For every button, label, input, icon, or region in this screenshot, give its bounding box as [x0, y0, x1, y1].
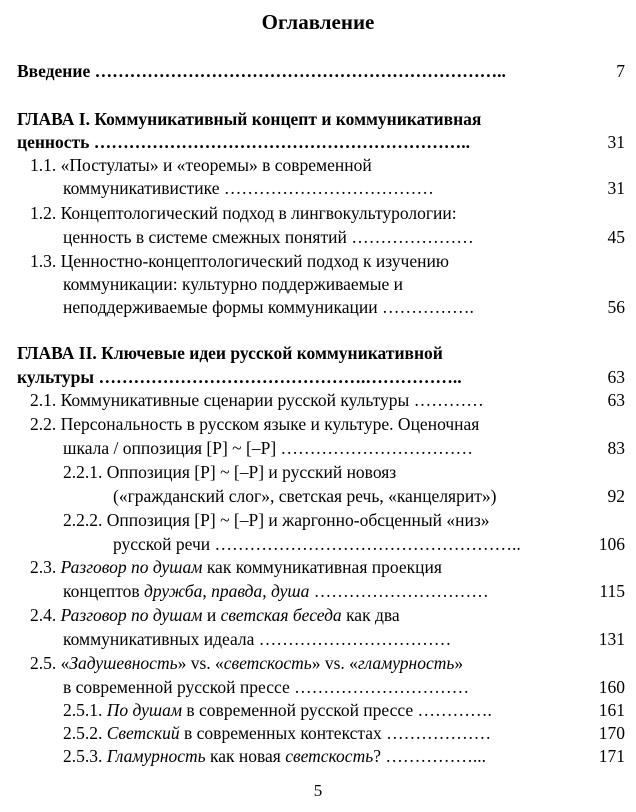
toc-page-2-2-1: 92 [607, 486, 625, 506]
toc-subsection-2-5-2 [63, 722, 491, 744]
toc-subsection-2-5-3-num: 2.5.3. [63, 746, 107, 766]
toc-section-1-3-cont2: неподдерживаемые формы коммуникации ……………. [63, 297, 474, 317]
toc-subsection-2-5-3-mid: как новая [205, 746, 286, 766]
page-number: 5 [313, 781, 323, 800]
toc-section-2-4-italic-1: Разговор по душам [60, 605, 203, 625]
toc-section-2-3-cont-f: душа [270, 581, 310, 601]
toc-section-2-5-italic-2: светскость [223, 653, 312, 673]
toc-section-2-3-text: как коммуникативная проекция [202, 557, 442, 577]
toc-chapter-2-title: ГЛАВА II. Ключевые идеи русской коммуникативной [17, 343, 443, 363]
toc-section-2-4-num: 2.4. [30, 605, 61, 625]
toc-section-1-3: 1.3. Ценностно-концептологический подход к изучению [30, 251, 449, 271]
toc-section-2-1: 2.1. Коммуникативные сценарии русской культуры ………… [30, 390, 484, 410]
toc-subsection-2-5-1-text: в современной русской прессе …………. [182, 700, 492, 720]
toc-page-1-2: 45 [607, 227, 625, 247]
toc-subsection-2-5-3 [63, 745, 486, 767]
toc-section-2-5-cont: в современной русской прессе ………………………… [63, 677, 470, 697]
toc-section-1-2: 1.2. Концептологический подход в лингвокультурологии: [30, 203, 457, 223]
toc-section-2-4-italic-2: светская беседа [220, 605, 342, 625]
toc-page-2-3: 115 [599, 581, 625, 601]
toc-section-1-1: 1.1. «Постулаты» и «теоремы» в современной [30, 155, 372, 175]
toc-section-2-4 [30, 604, 400, 626]
toc-subsection-2-2-2-cont: русской речи …………………………………………….. [113, 534, 521, 554]
toc-page-chapter-2: 63 [607, 367, 625, 387]
toc-section-2-3-cont [63, 580, 489, 602]
toc-page-2-2: 83 [607, 438, 625, 458]
toc-section-1-3-cont: коммуникации: культурно поддерживаемые и [63, 274, 403, 294]
toc-page-1-1: 31 [607, 178, 625, 198]
toc-section-2-5-num: 2.5. « [30, 653, 70, 673]
toc-subsection-2-2-1: 2.2.1. Оппозиция [Р] ~ [–Р] и русский новояз [63, 462, 397, 482]
toc-page-chapter-1: 31 [607, 132, 625, 152]
toc-entry-intro: Введение …………………………………………………………….. [17, 61, 506, 81]
toc-section-2-2: 2.2. Персональность в русском языке и культуре. Оценочная [30, 414, 480, 434]
toc-page-2-5-2: 170 [598, 723, 625, 743]
toc-subsection-2-5-3-italic-2: светскость [285, 746, 374, 766]
toc-section-2-4-mid: и [202, 605, 221, 625]
toc-section-2-5 [30, 652, 463, 674]
toc-section-2-3 [30, 556, 442, 578]
toc-page-2-5: 160 [598, 677, 625, 697]
toc-section-2-5-sep-2: » vs. « [311, 653, 358, 673]
toc-chapter-1-title: ГЛАВА I. Коммуникативный концепт и коммуникативная [17, 109, 482, 129]
toc-page-2-1: 63 [607, 390, 625, 410]
toc-section-2-3-cont-d: правда [211, 581, 263, 601]
toc-subsection-2-5-1-num: 2.5.1. [63, 700, 107, 720]
toc-page-1-3: 56 [607, 297, 625, 317]
toc-subsection-2-5-2-italic: Светский [106, 723, 180, 743]
toc-subsection-2-2-1-cont: («гражданский слог», светская речь, «канцелярит») [113, 486, 497, 506]
toc-page-2-4: 131 [598, 629, 625, 649]
toc-section-2-3-cont-c: , [202, 581, 212, 601]
toc-section-2-5-italic-3: гламурность [357, 653, 455, 673]
toc-section-2-4-cont: коммуникативных идеала …………………………… [63, 629, 452, 649]
toc-page-intro: 7 [616, 61, 625, 81]
toc-subsection-2-5-1 [63, 699, 492, 721]
toc-section-1-1-cont: коммуникативистике ……………………………… [63, 178, 434, 198]
toc-section-2-3-cont-b: дружба [144, 581, 203, 601]
toc-subsection-2-5-2-text: в современных контекстах ……………… [179, 723, 492, 743]
toc-chapter-1-title-cont: ценность ……………………………………………………….. [17, 132, 471, 152]
toc-section-2-2-cont: шкала / оппозиция [Р] ~ [–Р] …………………………… [63, 438, 474, 458]
toc-section-2-4-text: как два [341, 605, 400, 625]
toc-section-2-5-sep-1: » vs. « [177, 653, 224, 673]
toc-section-2-3-cont-e: , [262, 581, 271, 601]
toc-page-2-2-2: 106 [598, 534, 625, 554]
toc-subsection-2-5-3-text: ? ……………... [373, 746, 486, 766]
page-title: Оглавление [261, 10, 375, 34]
toc-section-2-5-italic-1: Задушевность [69, 653, 178, 673]
toc-subsection-2-5-3-italic-1: Гламурность [106, 746, 206, 766]
toc-subsection-2-5-1-italic: По душам [106, 700, 183, 720]
toc-section-2-3-cont-g: ………………………… [309, 581, 489, 601]
toc-section-2-3-italic: Разговор по душам [60, 557, 203, 577]
toc-subsection-2-5-2-num: 2.5.2. [63, 723, 107, 743]
toc-section-1-2-cont: ценность в системе смежных понятий ………………… [63, 227, 474, 247]
toc-page-2-5-1: 161 [598, 700, 625, 720]
toc-subsection-2-2-2: 2.2.2. Оппозиция [Р] ~ [–Р] и жаргонно-обсценный «низ» [63, 510, 490, 530]
toc-page-2-5-3: 171 [598, 746, 625, 766]
toc-section-2-3-num: 2.3. [30, 557, 61, 577]
toc-chapter-2-title-cont: культуры ……………………………………….…………….. [17, 367, 462, 387]
toc-section-2-5-end: » [454, 653, 464, 673]
toc-section-2-3-cont-a: концептов [63, 581, 145, 601]
